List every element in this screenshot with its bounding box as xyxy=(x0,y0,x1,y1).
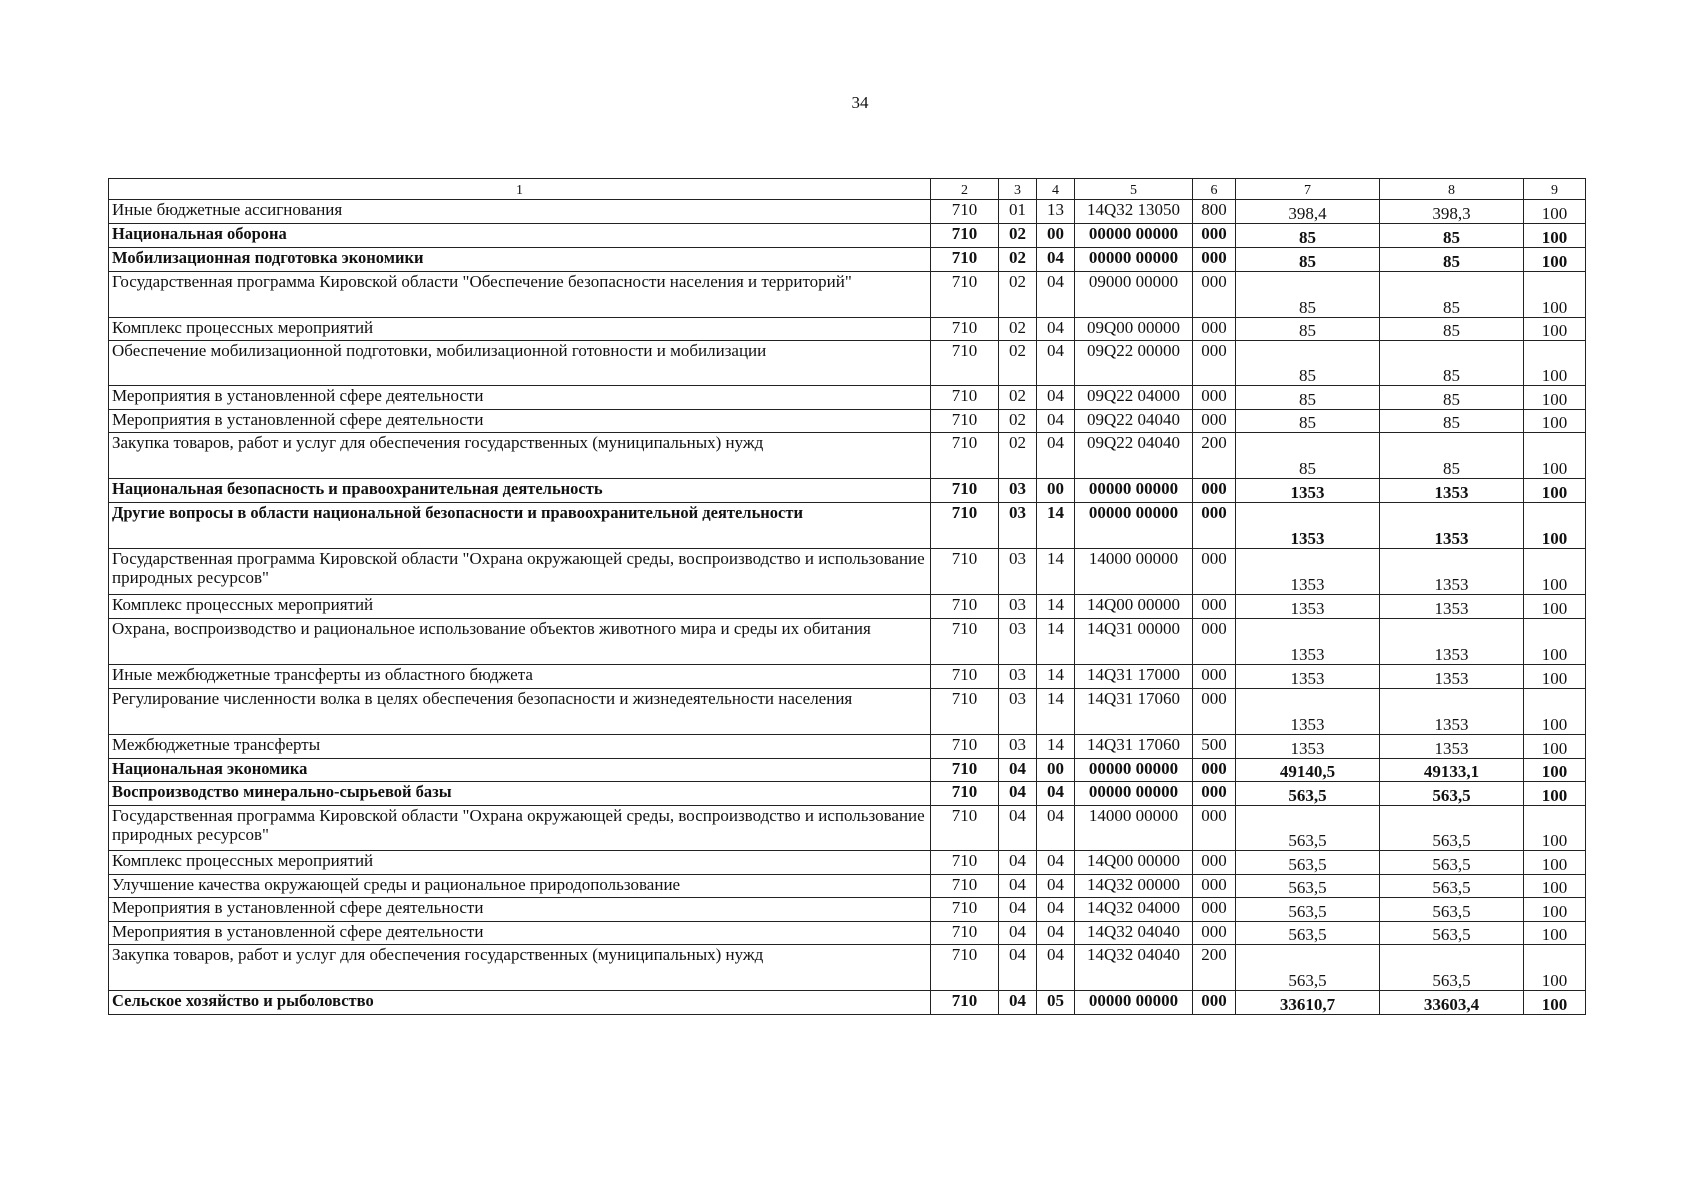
actual-amount: 85 xyxy=(1380,341,1524,386)
budget-item-name: Сельское хозяйство и рыболовство xyxy=(109,991,931,1015)
department-code: 710 xyxy=(931,200,999,224)
expense-type-code: 800 xyxy=(1193,200,1236,224)
budget-item-name: Государственная программа Кировской области "Охрана окружающей среды, воспроизводство и использование природных ресурсов" xyxy=(109,806,931,851)
actual-amount: 563,5 xyxy=(1380,875,1524,898)
department-code: 710 xyxy=(931,898,999,922)
department-code: 710 xyxy=(931,991,999,1015)
table-row xyxy=(109,922,1586,945)
table-row xyxy=(109,595,1586,619)
budget-item-name: Национальная экономика xyxy=(109,759,931,782)
budget-table-body xyxy=(109,200,1586,1015)
expense-type-code: 000 xyxy=(1193,503,1236,549)
subsection-code: 04 xyxy=(1037,782,1075,806)
planned-amount: 563,5 xyxy=(1236,898,1380,922)
planned-amount: 1353 xyxy=(1236,619,1380,665)
target-article-code: 00000 00000 xyxy=(1075,503,1193,549)
budget-item-name: Обеспечение мобилизационной подготовки, мобилизационной готовности и мобилизации xyxy=(109,341,931,386)
target-article-code: 14Q32 04040 xyxy=(1075,922,1193,945)
department-code: 710 xyxy=(931,922,999,945)
target-article-code: 00000 00000 xyxy=(1075,991,1193,1015)
section-code: 04 xyxy=(999,875,1037,898)
target-article-code: 14000 00000 xyxy=(1075,549,1193,595)
department-code: 710 xyxy=(931,665,999,689)
subsection-code: 00 xyxy=(1037,479,1075,503)
section-code: 04 xyxy=(999,945,1037,991)
header-cell: 1 xyxy=(109,179,931,200)
target-article-code: 14Q32 00000 xyxy=(1075,875,1193,898)
subsection-code: 14 xyxy=(1037,503,1075,549)
target-article-code: 14Q00 00000 xyxy=(1075,595,1193,619)
page-number: 34 xyxy=(851,93,869,112)
planned-amount: 1353 xyxy=(1236,595,1380,619)
department-code: 710 xyxy=(931,318,999,341)
subsection-code: 04 xyxy=(1037,875,1075,898)
expense-type-code: 000 xyxy=(1193,595,1236,619)
expense-type-code: 000 xyxy=(1193,851,1236,875)
section-code: 03 xyxy=(999,619,1037,665)
actual-amount: 85 xyxy=(1380,433,1524,479)
header-cell: 2 xyxy=(931,179,999,200)
expense-type-code: 000 xyxy=(1193,806,1236,851)
actual-amount: 398,3 xyxy=(1380,200,1524,224)
subsection-code: 04 xyxy=(1037,806,1075,851)
header-cell: 7 xyxy=(1236,179,1380,200)
table-row xyxy=(109,318,1586,341)
execution-percent: 100 xyxy=(1524,991,1586,1015)
department-code: 710 xyxy=(931,782,999,806)
execution-percent: 100 xyxy=(1524,433,1586,479)
header-cell: 4 xyxy=(1037,179,1075,200)
actual-amount: 563,5 xyxy=(1380,782,1524,806)
budget-item-name: Государственная программа Кировской области "Обеспечение безопасности населения и территорий" xyxy=(109,272,931,318)
section-code: 03 xyxy=(999,689,1037,735)
execution-percent: 100 xyxy=(1524,410,1586,433)
budget-item-name: Мероприятия в установленной сфере деятельности xyxy=(109,898,931,922)
actual-amount: 1353 xyxy=(1380,689,1524,735)
execution-percent: 100 xyxy=(1524,200,1586,224)
actual-amount: 1353 xyxy=(1380,549,1524,595)
department-code: 710 xyxy=(931,875,999,898)
execution-percent: 100 xyxy=(1524,806,1586,851)
subsection-code: 14 xyxy=(1037,619,1075,665)
subsection-code: 04 xyxy=(1037,410,1075,433)
actual-amount: 1353 xyxy=(1380,503,1524,549)
expense-type-code: 000 xyxy=(1193,224,1236,248)
execution-percent: 100 xyxy=(1524,503,1586,549)
actual-amount: 1353 xyxy=(1380,665,1524,689)
section-code: 02 xyxy=(999,341,1037,386)
planned-amount: 85 xyxy=(1236,224,1380,248)
execution-percent: 100 xyxy=(1524,248,1586,272)
target-article-code: 09Q22 00000 xyxy=(1075,341,1193,386)
section-code: 03 xyxy=(999,503,1037,549)
actual-amount: 85 xyxy=(1380,410,1524,433)
execution-percent: 100 xyxy=(1524,479,1586,503)
department-code: 710 xyxy=(931,619,999,665)
planned-amount: 85 xyxy=(1236,318,1380,341)
planned-amount: 85 xyxy=(1236,341,1380,386)
table-row xyxy=(109,875,1586,898)
execution-percent: 100 xyxy=(1524,735,1586,759)
section-code: 04 xyxy=(999,806,1037,851)
execution-percent: 100 xyxy=(1524,922,1586,945)
table-header-row xyxy=(109,179,1586,200)
expense-type-code: 000 xyxy=(1193,272,1236,318)
expense-type-code: 000 xyxy=(1193,782,1236,806)
expense-type-code: 000 xyxy=(1193,665,1236,689)
planned-amount: 1353 xyxy=(1236,735,1380,759)
planned-amount: 1353 xyxy=(1236,689,1380,735)
table-row xyxy=(109,503,1586,549)
department-code: 710 xyxy=(931,224,999,248)
execution-percent: 100 xyxy=(1524,549,1586,595)
budget-item-name: Закупка товаров, работ и услуг для обеспечения государственных (муниципальных) нужд xyxy=(109,433,931,479)
budget-item-name: Мероприятия в установленной сфере деятельности xyxy=(109,386,931,410)
department-code: 710 xyxy=(931,595,999,619)
department-code: 710 xyxy=(931,806,999,851)
table-row xyxy=(109,433,1586,479)
department-code: 710 xyxy=(931,479,999,503)
execution-percent: 100 xyxy=(1524,272,1586,318)
expense-type-code: 000 xyxy=(1193,619,1236,665)
budget-item-name: Улучшение качества окружающей среды и рациональное природопользование xyxy=(109,875,931,898)
budget-item-name: Иные межбюджетные трансферты из областного бюджета xyxy=(109,665,931,689)
expense-type-code: 000 xyxy=(1193,759,1236,782)
department-code: 710 xyxy=(931,433,999,479)
actual-amount: 563,5 xyxy=(1380,898,1524,922)
subsection-code: 04 xyxy=(1037,386,1075,410)
budget-item-name: Национальная оборона xyxy=(109,224,931,248)
expense-type-code: 000 xyxy=(1193,479,1236,503)
target-article-code: 14Q32 04000 xyxy=(1075,898,1193,922)
subsection-code: 00 xyxy=(1037,759,1075,782)
expense-type-code: 000 xyxy=(1193,898,1236,922)
department-code: 710 xyxy=(931,272,999,318)
planned-amount: 1353 xyxy=(1236,503,1380,549)
subsection-code: 00 xyxy=(1037,224,1075,248)
subsection-code: 14 xyxy=(1037,689,1075,735)
subsection-code: 04 xyxy=(1037,272,1075,318)
subsection-code: 04 xyxy=(1037,898,1075,922)
section-code: 03 xyxy=(999,665,1037,689)
table-row xyxy=(109,224,1586,248)
budget-item-name: Мероприятия в установленной сфере деятельности xyxy=(109,922,931,945)
department-code: 710 xyxy=(931,549,999,595)
table-row xyxy=(109,619,1586,665)
department-code: 710 xyxy=(931,689,999,735)
budget-item-name: Национальная безопасность и правоохранительная деятельность xyxy=(109,479,931,503)
execution-percent: 100 xyxy=(1524,386,1586,410)
section-code: 03 xyxy=(999,735,1037,759)
planned-amount: 85 xyxy=(1236,410,1380,433)
subsection-code: 14 xyxy=(1037,735,1075,759)
execution-percent: 100 xyxy=(1524,224,1586,248)
subsection-code: 13 xyxy=(1037,200,1075,224)
table-row xyxy=(109,689,1586,735)
section-code: 03 xyxy=(999,549,1037,595)
expense-type-code: 000 xyxy=(1193,549,1236,595)
target-article-code: 14Q31 17000 xyxy=(1075,665,1193,689)
budget-item-name: Регулирование численности волка в целях обеспечения безопасности и жизнедеятельности населения xyxy=(109,689,931,735)
subsection-code: 05 xyxy=(1037,991,1075,1015)
subsection-code: 04 xyxy=(1037,945,1075,991)
department-code: 710 xyxy=(931,735,999,759)
budget-item-name: Межбюджетные трансферты xyxy=(109,735,931,759)
section-code: 04 xyxy=(999,898,1037,922)
table-row xyxy=(109,782,1586,806)
table-row xyxy=(109,806,1586,851)
execution-percent: 100 xyxy=(1524,759,1586,782)
section-code: 02 xyxy=(999,248,1037,272)
table-row xyxy=(109,272,1586,318)
planned-amount: 85 xyxy=(1236,272,1380,318)
table-row xyxy=(109,735,1586,759)
section-code: 04 xyxy=(999,782,1037,806)
expense-type-code: 000 xyxy=(1193,875,1236,898)
section-code: 02 xyxy=(999,410,1037,433)
planned-amount: 563,5 xyxy=(1236,922,1380,945)
actual-amount: 563,5 xyxy=(1380,922,1524,945)
planned-amount: 1353 xyxy=(1236,665,1380,689)
budget-item-name: Мероприятия в установленной сфере деятельности xyxy=(109,410,931,433)
table-row xyxy=(109,386,1586,410)
expense-type-code: 000 xyxy=(1193,922,1236,945)
target-article-code: 00000 00000 xyxy=(1075,759,1193,782)
planned-amount: 1353 xyxy=(1236,549,1380,595)
department-code: 710 xyxy=(931,386,999,410)
department-code: 710 xyxy=(931,503,999,549)
actual-amount: 85 xyxy=(1380,248,1524,272)
expense-type-code: 500 xyxy=(1193,735,1236,759)
expense-type-code: 000 xyxy=(1193,410,1236,433)
subsection-code: 14 xyxy=(1037,549,1075,595)
target-article-code: 14Q31 17060 xyxy=(1075,735,1193,759)
target-article-code: 14Q32 04040 xyxy=(1075,945,1193,991)
target-article-code: 14Q31 17060 xyxy=(1075,689,1193,735)
target-article-code: 14Q31 00000 xyxy=(1075,619,1193,665)
execution-percent: 100 xyxy=(1524,851,1586,875)
budget-table xyxy=(108,178,1586,1015)
subsection-code: 14 xyxy=(1037,595,1075,619)
actual-amount: 85 xyxy=(1380,224,1524,248)
section-code: 04 xyxy=(999,851,1037,875)
planned-amount: 563,5 xyxy=(1236,851,1380,875)
execution-percent: 100 xyxy=(1524,619,1586,665)
header-cell: 8 xyxy=(1380,179,1524,200)
subsection-code: 04 xyxy=(1037,433,1075,479)
actual-amount: 1353 xyxy=(1380,619,1524,665)
expense-type-code: 000 xyxy=(1193,386,1236,410)
subsection-code: 04 xyxy=(1037,922,1075,945)
actual-amount: 1353 xyxy=(1380,479,1524,503)
planned-amount: 85 xyxy=(1236,386,1380,410)
planned-amount: 85 xyxy=(1236,248,1380,272)
planned-amount: 1353 xyxy=(1236,479,1380,503)
section-code: 02 xyxy=(999,318,1037,341)
expense-type-code: 200 xyxy=(1193,433,1236,479)
target-article-code: 09000 00000 xyxy=(1075,272,1193,318)
actual-amount: 33603,4 xyxy=(1380,991,1524,1015)
expense-type-code: 000 xyxy=(1193,248,1236,272)
actual-amount: 1353 xyxy=(1380,595,1524,619)
budget-item-name: Закупка товаров, работ и услуг для обеспечения государственных (муниципальных) нужд xyxy=(109,945,931,991)
execution-percent: 100 xyxy=(1524,318,1586,341)
actual-amount: 563,5 xyxy=(1380,851,1524,875)
subsection-code: 14 xyxy=(1037,665,1075,689)
table-row xyxy=(109,945,1586,991)
target-article-code: 14Q00 00000 xyxy=(1075,851,1193,875)
planned-amount: 563,5 xyxy=(1236,806,1380,851)
target-article-code: 09Q22 04040 xyxy=(1075,433,1193,479)
planned-amount: 398,4 xyxy=(1236,200,1380,224)
subsection-code: 04 xyxy=(1037,341,1075,386)
section-code: 01 xyxy=(999,200,1037,224)
budget-item-name: Государственная программа Кировской области "Охрана окружающей среды, воспроизводство и использование природных ресурсов" xyxy=(109,549,931,595)
expense-type-code: 000 xyxy=(1193,341,1236,386)
budget-item-name: Другие вопросы в области национальной безопасности и правоохранительной деятельности xyxy=(109,503,931,549)
target-article-code: 09Q22 04040 xyxy=(1075,410,1193,433)
execution-percent: 100 xyxy=(1524,665,1586,689)
actual-amount: 1353 xyxy=(1380,735,1524,759)
target-article-code: 09Q22 04000 xyxy=(1075,386,1193,410)
actual-amount: 85 xyxy=(1380,318,1524,341)
expense-type-code: 000 xyxy=(1193,689,1236,735)
target-article-code: 09Q00 00000 xyxy=(1075,318,1193,341)
budget-item-name: Мобилизационная подготовка экономики xyxy=(109,248,931,272)
table-row xyxy=(109,200,1586,224)
table-row xyxy=(109,549,1586,595)
execution-percent: 100 xyxy=(1524,341,1586,386)
execution-percent: 100 xyxy=(1524,898,1586,922)
budget-item-name: Комплекс процессных мероприятий xyxy=(109,851,931,875)
section-code: 02 xyxy=(999,224,1037,248)
department-code: 710 xyxy=(931,945,999,991)
execution-percent: 100 xyxy=(1524,782,1586,806)
section-code: 04 xyxy=(999,922,1037,945)
section-code: 03 xyxy=(999,595,1037,619)
planned-amount: 49140,5 xyxy=(1236,759,1380,782)
table-row xyxy=(109,479,1586,503)
actual-amount: 563,5 xyxy=(1380,945,1524,991)
header-cell: 3 xyxy=(999,179,1037,200)
header-cell: 5 xyxy=(1075,179,1193,200)
header-cell: 9 xyxy=(1524,179,1586,200)
section-code: 02 xyxy=(999,272,1037,318)
subsection-code: 04 xyxy=(1037,318,1075,341)
department-code: 710 xyxy=(931,341,999,386)
actual-amount: 85 xyxy=(1380,386,1524,410)
table-row xyxy=(109,851,1586,875)
target-article-code: 14000 00000 xyxy=(1075,806,1193,851)
header-cell: 6 xyxy=(1193,179,1236,200)
planned-amount: 85 xyxy=(1236,433,1380,479)
table-row xyxy=(109,248,1586,272)
actual-amount: 563,5 xyxy=(1380,806,1524,851)
department-code: 710 xyxy=(931,410,999,433)
planned-amount: 563,5 xyxy=(1236,782,1380,806)
target-article-code: 00000 00000 xyxy=(1075,248,1193,272)
planned-amount: 33610,7 xyxy=(1236,991,1380,1015)
table-row xyxy=(109,759,1586,782)
department-code: 710 xyxy=(931,851,999,875)
execution-percent: 100 xyxy=(1524,689,1586,735)
department-code: 710 xyxy=(931,759,999,782)
subsection-code: 04 xyxy=(1037,851,1075,875)
budget-item-name: Комплекс процессных мероприятий xyxy=(109,595,931,619)
budget-item-name: Воспроизводство минерально-сырьевой базы xyxy=(109,782,931,806)
execution-percent: 100 xyxy=(1524,875,1586,898)
expense-type-code: 200 xyxy=(1193,945,1236,991)
expense-type-code: 000 xyxy=(1193,991,1236,1015)
section-code: 04 xyxy=(999,991,1037,1015)
table-row xyxy=(109,665,1586,689)
target-article-code: 00000 00000 xyxy=(1075,782,1193,806)
department-code: 710 xyxy=(931,248,999,272)
target-article-code: 00000 00000 xyxy=(1075,224,1193,248)
section-code: 02 xyxy=(999,386,1037,410)
actual-amount: 49133,1 xyxy=(1380,759,1524,782)
table-row xyxy=(109,341,1586,386)
expense-type-code: 000 xyxy=(1193,318,1236,341)
section-code: 02 xyxy=(999,433,1037,479)
actual-amount: 85 xyxy=(1380,272,1524,318)
table-row xyxy=(109,991,1586,1015)
planned-amount: 563,5 xyxy=(1236,945,1380,991)
subsection-code: 04 xyxy=(1037,248,1075,272)
execution-percent: 100 xyxy=(1524,945,1586,991)
budget-item-name: Иные бюджетные ассигнования xyxy=(109,200,931,224)
target-article-code: 14Q32 13050 xyxy=(1075,200,1193,224)
table-row xyxy=(109,410,1586,433)
budget-item-name: Комплекс процессных мероприятий xyxy=(109,318,931,341)
budget-item-name: Охрана, воспроизводство и рациональное использование объектов животного мира и среды их обитания xyxy=(109,619,931,665)
section-code: 03 xyxy=(999,479,1037,503)
table-row xyxy=(109,898,1586,922)
target-article-code: 00000 00000 xyxy=(1075,479,1193,503)
planned-amount: 563,5 xyxy=(1236,875,1380,898)
section-code: 04 xyxy=(999,759,1037,782)
execution-percent: 100 xyxy=(1524,595,1586,619)
